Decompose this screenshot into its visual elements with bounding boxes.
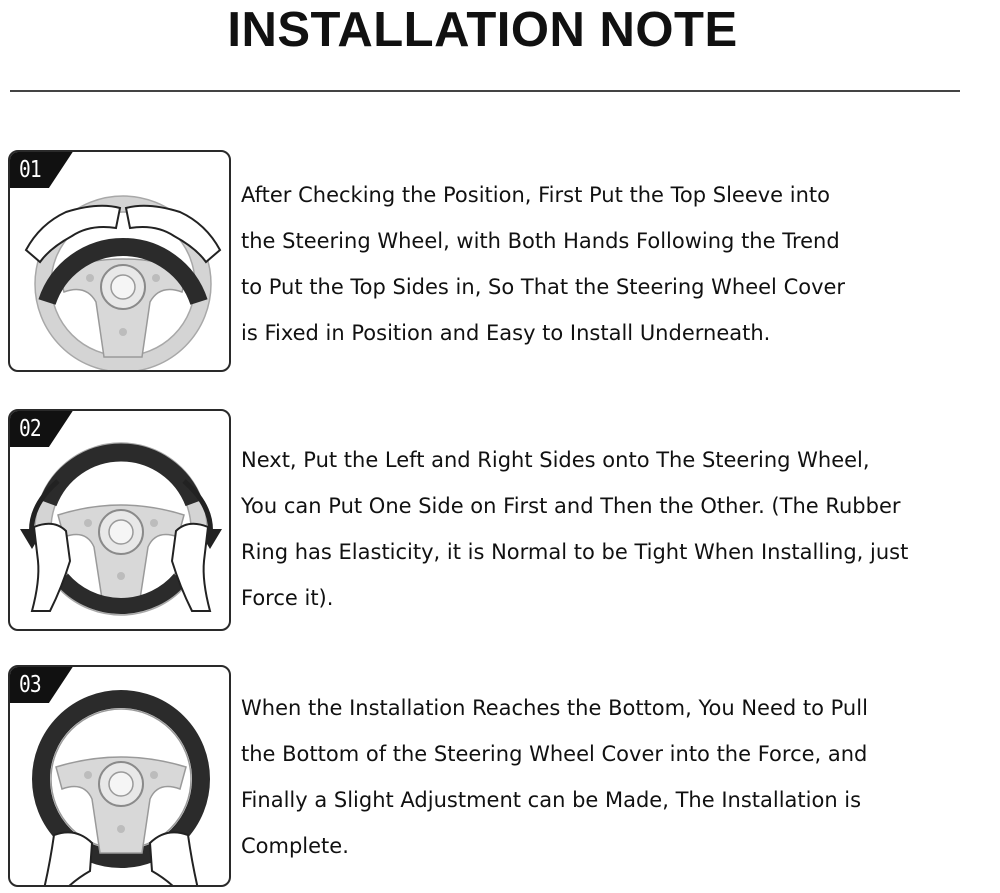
page-title: INSTALLATION NOTE bbox=[227, 3, 738, 57]
step-2-number: 02 bbox=[19, 416, 41, 442]
step-1 bbox=[0, 150, 1000, 374]
step-3-text: When the Installation Reaches the Bottom, You Need to Pull the Bottom of the Steering Wheel Cover into the Force, and Finally a Slight Adjustment can be Made, The Installation is Complete. bbox=[241, 696, 868, 858]
step-3-number: 03 bbox=[19, 672, 41, 698]
title-divider bbox=[10, 90, 960, 92]
step-3 bbox=[0, 665, 1000, 889]
step-2-illustration bbox=[8, 409, 231, 631]
step-2 bbox=[0, 409, 1000, 633]
step-3-illustration bbox=[8, 665, 231, 887]
step-1-illustration bbox=[8, 150, 231, 372]
step-1-number: 01 bbox=[19, 157, 41, 183]
step-1-text: After Checking the Position, First Put the Top Sleeve into the Steering Wheel, with Both Hands Following the Trend to Put the Top Sides in, So That the Steering Wheel Cover is Fixed in Position and Easy to Install Underneath. bbox=[241, 183, 846, 345]
step-2-text: Next, Put the Left and Right Sides onto The Steering Wheel, You can Put One Side on First and Then the Other. (The Rubber Ring has Elasticity, it is Normal to be Tight When Installing, just Force it). bbox=[241, 448, 909, 610]
